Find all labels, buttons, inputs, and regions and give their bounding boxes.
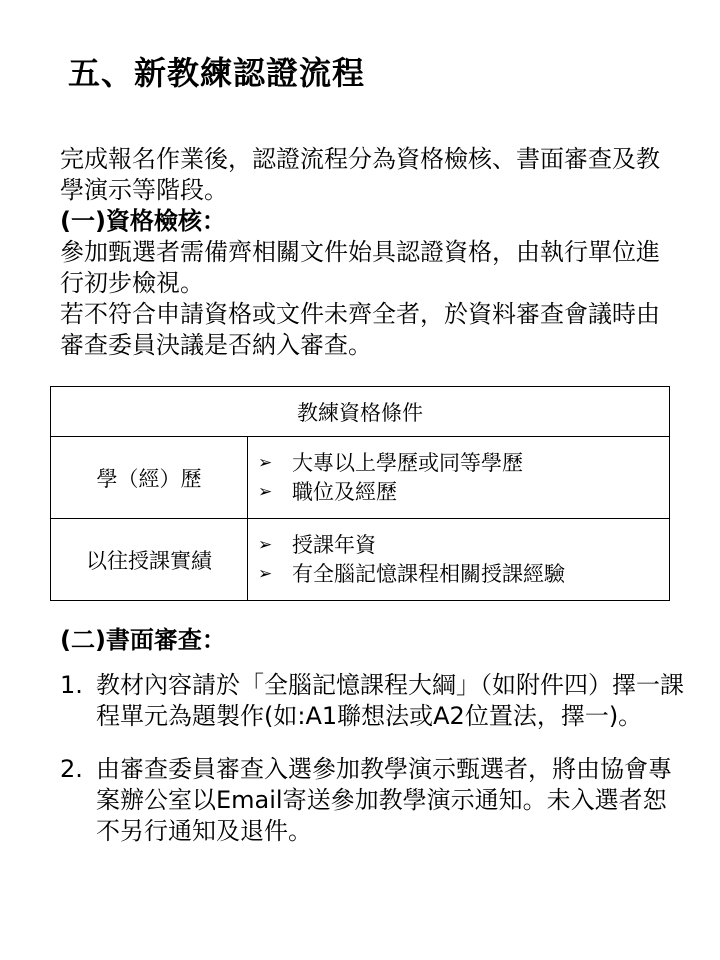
section2-list (60, 670, 685, 869)
item-text: 由審查委員審查入選參加教學演示甄選者，將由協會專案辦公室以Email寄送參加教學演示通知。未入選者恕不另行通知及退件。 (96, 755, 672, 845)
page-title: 五、新教練認證流程 (68, 54, 366, 92)
table-row (51, 519, 670, 601)
arrow-bullet-icon: ➢ (258, 481, 273, 502)
item-text: 職位及經歷 (292, 479, 397, 504)
section1-body2: 若不符合申請資格或文件未齊全者，於資料審查會議時由審查委員決議是否納入審查。 (60, 300, 660, 359)
item-text: 授課年資 (292, 532, 376, 557)
item-number: 2. (60, 755, 83, 783)
list-item (258, 449, 669, 478)
table-header-row (51, 387, 670, 437)
intro-text: 完成報名作業後，認證流程分為資格檢核、書面審查及教學演示等階段。 (60, 145, 660, 204)
section2-heading: (二)書面審查： (60, 626, 226, 654)
row-label-education: 學（經）歷 (51, 437, 248, 519)
list-item (258, 531, 669, 560)
row-items-teaching (248, 519, 670, 601)
section1-body1: 參加甄選者需備齊相關文件始具認證資格，由執行單位進行初步檢視。 (60, 238, 660, 297)
section1-heading: (一)資格檢核： (60, 207, 226, 235)
item-text: 有全腦記憶課程相關授課經驗 (292, 561, 565, 586)
arrow-bullet-icon: ➢ (258, 563, 273, 584)
list-item (60, 754, 685, 847)
list-item (258, 478, 669, 507)
arrow-bullet-icon: ➢ (258, 534, 273, 555)
table-row (51, 437, 670, 519)
table-header: 教練資格條件 (51, 387, 670, 437)
intro-paragraph (60, 144, 660, 237)
section1-body (60, 237, 660, 361)
row-label-teaching: 以往授課實績 (51, 519, 248, 601)
list-item (60, 670, 685, 732)
item-text: 教材內容請於「全腦記憶課程大綱」（如附件四）擇一課程單元為題製作(如:A1聯想法或A2位置法，擇一)。 (96, 671, 684, 730)
item-text: 大專以上學歷或同等學歷 (292, 450, 523, 475)
row-items-education (248, 437, 670, 519)
qualification-table (50, 386, 670, 601)
list-item (258, 560, 669, 589)
item-number: 1. (60, 671, 83, 699)
arrow-bullet-icon: ➢ (258, 452, 273, 473)
